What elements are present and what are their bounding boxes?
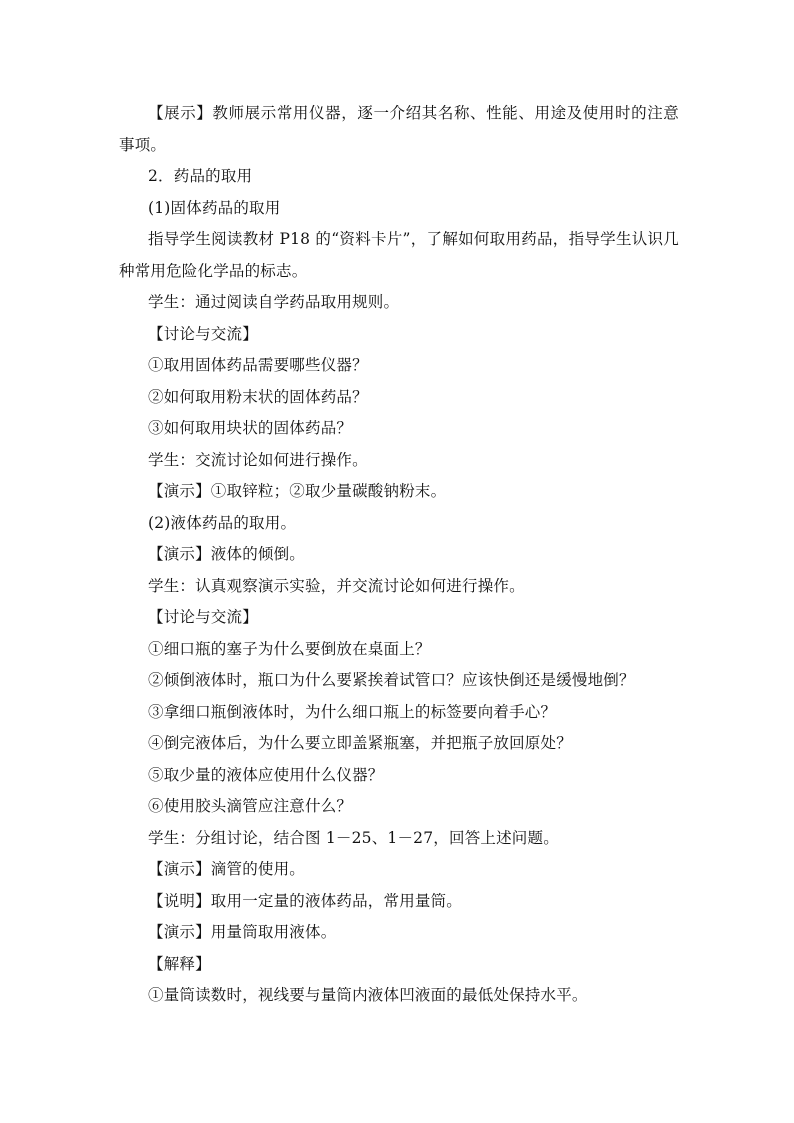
paragraph-demo-cylinder: 【演示】用量筒取用液体。 [148,923,337,941]
heading-reagent-use: 2．药品的取用 [148,167,253,185]
paragraph-demo-zinc: 【演示】①取锌粒；②取少量碳酸钠粉末。 [148,482,447,500]
question-liquid-4: ④倒完液体后，为什么要立即盖紧瓶塞，并把瓶子放回原处？ [148,734,572,752]
paragraph-explain-cylinder: 【说明】取用一定量的液体药品，常用量筒。 [148,891,463,910]
question-liquid-1: ①细口瓶的塞子为什么要倒放在桌面上？ [148,639,431,658]
question-liquid-2: ②倾倒液体时，瓶口为什么要紧挨着试管口？应该快倒还是缓慢地倒？ [148,671,635,689]
paragraph-demo-instruments: 【展示】教师展示常用仪器，逐一介绍其名称、性能、用途及使用时的注意事项。 [119,104,679,154]
paragraph-reading-rule: ①量筒读数时，视线要与量筒内液体凹液面的最低处保持水平。 [148,986,588,1004]
question-liquid-6: ⑥使用胶头滴管应注意什么？ [148,797,353,815]
paragraph-demo-pouring: 【演示】液体的倾倒。 [148,545,306,563]
question-solid-2: ②如何取用粉末状的固体药品？ [148,387,368,406]
question-liquid-3: ③拿细口瓶倒液体时，为什么细口瓶上的标签要向着手心？ [148,702,557,721]
paragraph-student-group: 学生：分组讨论，结合图 1－25、1－27，回答上述问题。 [148,828,559,847]
paragraph-student-self-study: 学生：通过阅读自学药品取用规则。 [148,293,400,311]
paragraph-guide-reading: 指导学生阅读教材 P18 的“资料卡片”，了解如何取用药品，指导学生认识几种常用危险化学品的标志。 [119,230,679,280]
paragraph-demo-dropper: 【演示】滴管的使用。 [148,860,306,878]
question-solid-3: ③如何取用块状的固体药品？ [148,419,353,437]
question-solid-1: ①取用固体药品需要哪些仪器？ [148,356,368,374]
paragraph-student-discuss: 学生：交流讨论如何进行操作。 [148,450,368,469]
label-discussion-1: 【讨论与交流】 [148,324,258,343]
paragraph-student-observe: 学生：认真观察演示实验，并交流讨论如何进行操作。 [148,576,525,595]
subheading-solid-reagents: (1)固体药品的取用 [148,198,281,217]
question-liquid-5: ⑤取少量的液体应使用什么仪器？ [148,765,384,784]
document-body [119,98,679,1012]
label-discussion-2: 【讨论与交流】 [148,608,258,626]
label-interpretation: 【解释】 [148,954,211,973]
subheading-liquid-reagents: (2)液体药品的取用。 [148,513,297,532]
